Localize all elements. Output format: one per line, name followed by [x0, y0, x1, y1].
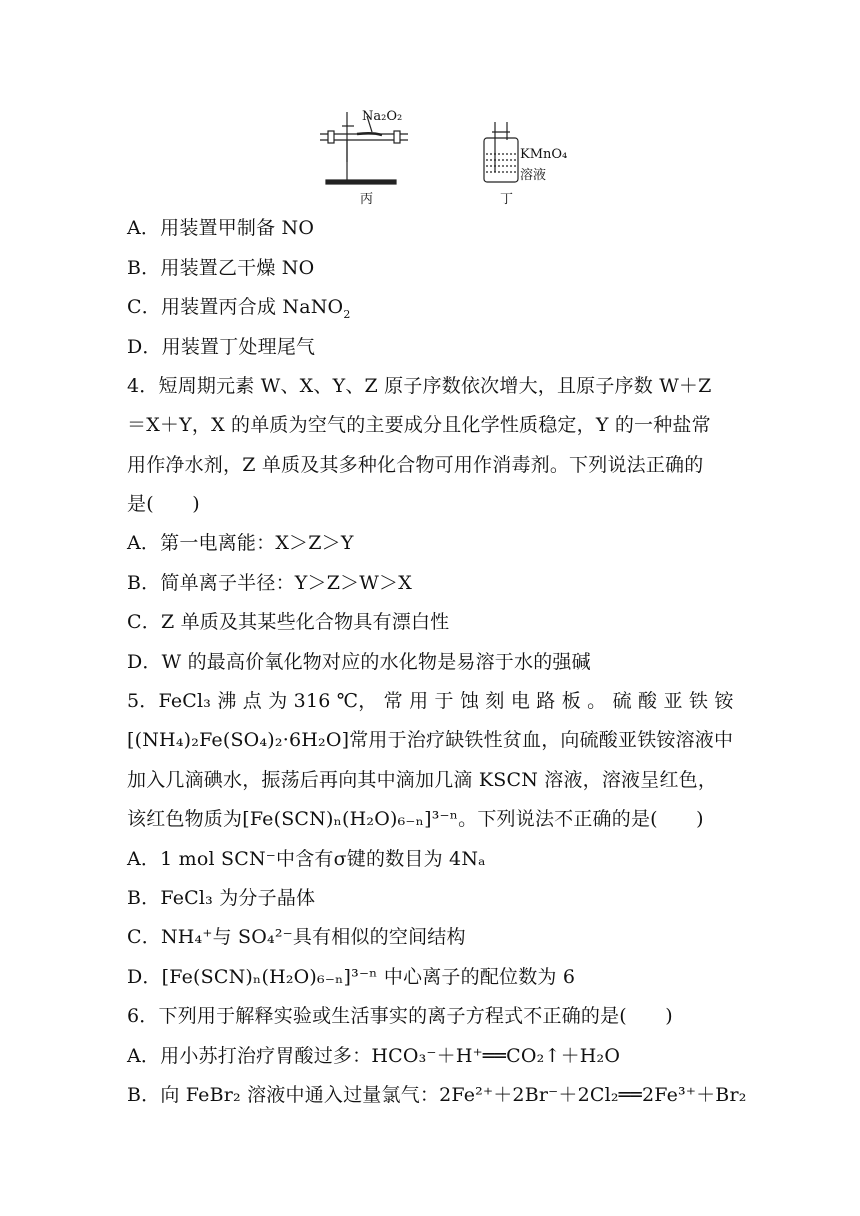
q5-stem-line2: [(NH₄)₂Fe(SO₄)₂·6H₂O]常用于治疗缺铁性贫血，向硫酸亚铁铵溶液中: [127, 729, 734, 751]
q4-option-a: A．第一电离能：X＞Z＞Y: [127, 532, 354, 554]
q4-stem-line1: 4．短周期元素 W、X、Y、Z 原子序数依次增大，且原子序数 W＋Z: [127, 375, 712, 397]
solution-label: 溶液: [520, 168, 547, 183]
q4-option-d: D．W 的最高价氧化物对应的水化物是易溶于水的强碱: [127, 651, 591, 673]
q3-option-d: D．用装置丁处理尾气: [127, 336, 316, 358]
q4-stem-line3: 用作净水剂，Z 单质及其多种化合物可用作消毒剂。下列说法正确的: [127, 454, 704, 476]
q5-stem-line4: 该红色物质为[Fe(SCN)ₙ(H₂O)₆₋ₙ]³⁻ⁿ。下列说法不正确的是( ): [127, 808, 704, 830]
q4-option-c: C．Z 单质及其某些化合物具有漂白性: [127, 611, 450, 633]
q4-stem-line4: 是( ): [127, 493, 200, 515]
bing-caption: 丙: [360, 192, 374, 207]
q4-stem-line2: ＝X＋Y，X 的单质为空气的主要成分且化学性质稳定，Y 的一种盐常: [127, 414, 711, 436]
kmno4-label: KMnO₄: [520, 147, 568, 162]
q3-option-a: A．用装置甲制备 NO: [127, 217, 315, 239]
ding-caption: 丁: [500, 192, 514, 207]
q5-option-a: A．1 mol SCN⁻中含有σ键的数目为 4Nₐ: [127, 848, 486, 870]
q5-option-b: B．FeCl₃ 为分子晶体: [127, 887, 316, 909]
q3-option-c-text: C．用装置丙合成 NaNO: [127, 296, 344, 318]
na2o2-label: Na₂O₂: [362, 109, 403, 124]
q5-option-c: C．NH₄⁺与 SO₄²⁻具有相似的空间结构: [127, 926, 466, 948]
q3-option-b: B．用装置乙干燥 NO: [127, 257, 315, 279]
q6-option-b: B．向 FeBr₂ 溶液中通入过量氯气：2Fe²⁺＋2Br⁻＋2Cl₂══2Fe³⁺＋Br₂: [127, 1084, 747, 1106]
q4-option-b: B．简单离子半径：Y＞Z＞W＞X: [127, 572, 412, 594]
q5-stem-line1: 5．FeCl₃ 沸 点 为 316 ℃， 常 用 于 蚀 刻 电 路 板 。 硫 酸 亚 铁 铵: [127, 690, 734, 712]
q3-option-c: [127, 294, 351, 328]
q3-option-c-subscript: 2: [343, 307, 351, 321]
q6-option-a: A．用小苏打治疗胃酸过多：HCO₃⁻＋H⁺══CO₂↑＋H₂O: [127, 1045, 621, 1067]
q5-stem-line3: 加入几滴碘水，振荡后再向其中滴加几滴 KSCN 溶液，溶液呈红色，: [127, 769, 718, 791]
apparatus-figure: [312, 102, 612, 207]
q6-stem: 6．下列用于解释实验或生活事实的离子方程式不正确的是( ): [127, 1005, 673, 1027]
q5-option-d: D．[Fe(SCN)ₙ(H₂O)₆₋ₙ]³⁻ⁿ 中心离子的配位数为 6: [127, 966, 576, 988]
